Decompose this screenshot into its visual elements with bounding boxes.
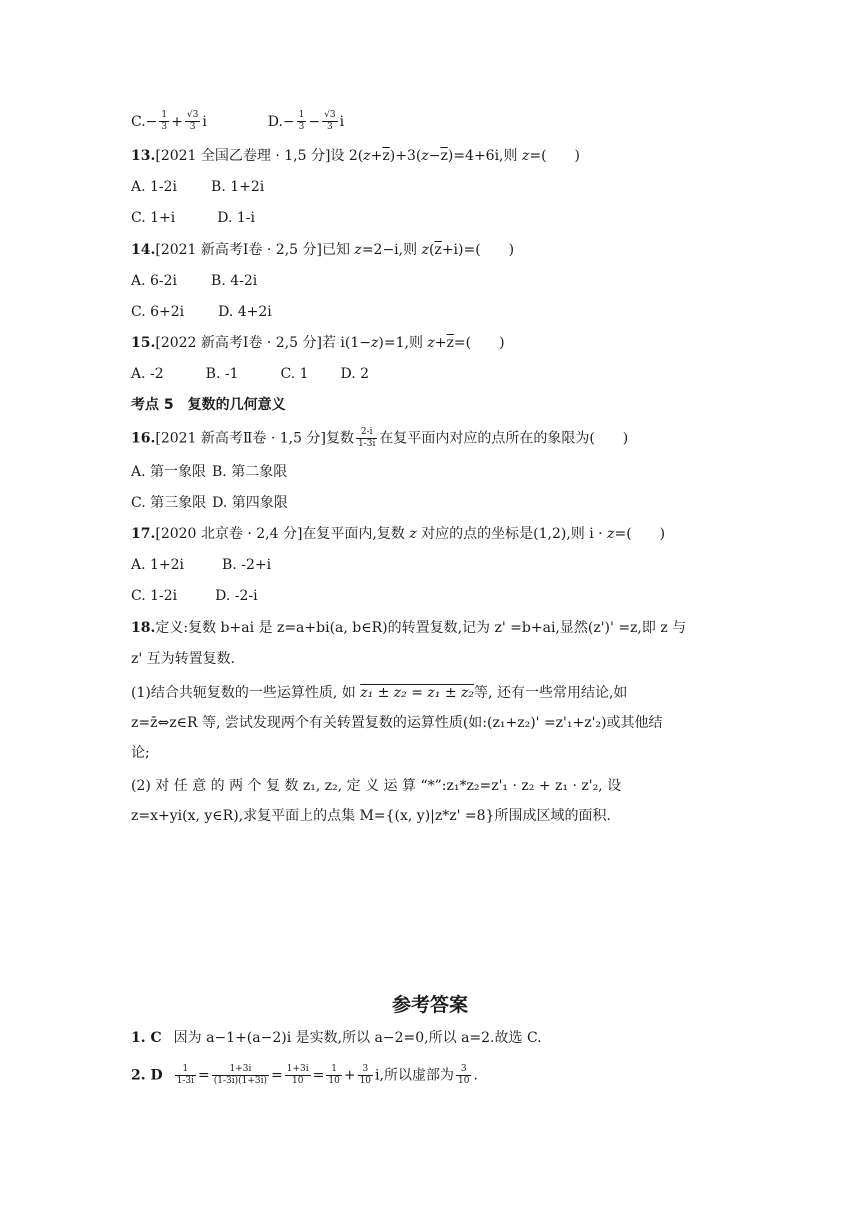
numerator: 1: [161, 110, 168, 120]
q16-options-cd: [131, 493, 288, 513]
section-title: 考点 5 复数的几何意义: [131, 397, 286, 413]
denominator: 10: [328, 1076, 340, 1086]
numerator: 1: [298, 110, 305, 120]
operator: +: [171, 113, 183, 130]
conjugate: $\overline{z}$: [434, 242, 442, 258]
answer-2: [131, 1064, 478, 1087]
conjugate: $\overline{z}$: [446, 335, 454, 351]
q13-options-cd: [131, 208, 255, 228]
numerator: √3: [324, 110, 336, 120]
denominator: 10: [291, 1076, 304, 1086]
numerator: √3: [186, 110, 199, 120]
answer-blank: +i)=( ): [441, 242, 515, 258]
option-b: B. -2+i: [222, 557, 272, 573]
q12-option-d: [267, 110, 345, 132]
fraction: [297, 110, 307, 133]
operator: =: [198, 1067, 210, 1084]
stem-text: 对应的点的坐标是(1,2),则 i ·: [416, 526, 608, 542]
stem-text: (1)结合共轭复数的一些运算性质, 如: [131, 685, 361, 701]
stem-text: [2020 北京卷 · 2,4 分]在复平面内,复数: [155, 526, 410, 542]
question-number: 16.: [131, 430, 156, 447]
stem-text: 在复平面内对应的点所在的象限为( ): [379, 430, 629, 447]
denominator: 3: [298, 122, 305, 132]
q15-stem: [131, 333, 505, 353]
question-number: 13.: [131, 148, 156, 164]
numerator: 3: [456, 1064, 471, 1076]
option-a: A. 第一象限: [131, 464, 207, 480]
option-c: C. 1-2i: [131, 588, 178, 604]
variable: z: [354, 242, 362, 258]
denominator: 3: [161, 122, 168, 132]
operator: =: [312, 1067, 325, 1084]
sign: −: [145, 113, 158, 130]
q18-part1-line3: 论;: [131, 745, 150, 761]
option-d: D. 1-i: [217, 210, 255, 226]
variable: z: [363, 148, 371, 164]
q15-options: [131, 364, 369, 384]
option-b: B. 第二象限: [212, 464, 288, 480]
stem-text: [2021 新高考Ⅱ卷 · 1,5 分]复数: [155, 430, 354, 447]
q18-stem-line1: [131, 618, 686, 638]
option-c: C. 1: [280, 366, 309, 382]
conjugate: $\overline{z}$: [440, 148, 448, 164]
option-a: A. 1-2i: [131, 179, 178, 195]
option-b: B. -1: [205, 366, 239, 382]
q14-options-cd: [131, 302, 272, 322]
variable: z: [421, 242, 429, 258]
q17-options-ab: [131, 555, 271, 575]
option-c: C. 第三象限: [131, 495, 207, 511]
variable: z: [421, 148, 429, 164]
stem-text: )+3(: [389, 148, 422, 164]
stem-text: [2022 新高考Ⅰ卷 · 2,5 分]若 i(1−: [155, 335, 371, 351]
denominator: 10: [359, 1076, 372, 1086]
fraction: [358, 1064, 373, 1087]
answer-blank: =( ): [453, 335, 505, 351]
option-d: D. 2: [340, 366, 370, 382]
option-d: D. -2-i: [215, 588, 258, 604]
q16-stem: [131, 427, 628, 450]
variable: z: [607, 526, 615, 542]
stem-text: (: [428, 242, 435, 258]
stem-text: [2021 新高考Ⅰ卷 · 2,5 分]已知: [155, 242, 355, 258]
numerator: 2-i: [356, 427, 377, 439]
stem-text: [2021 全国乙卷理 · 1,5 分]设 2(: [155, 148, 364, 164]
option-b: B. 1+2i: [211, 179, 265, 195]
option-d: D. 第四象限: [212, 495, 288, 511]
answer-1: [131, 1028, 542, 1048]
answer-number: 2. D: [131, 1067, 163, 1084]
fraction: [322, 110, 337, 133]
fraction: [356, 427, 377, 450]
q17-stem: [131, 524, 665, 544]
fraction: [175, 1064, 196, 1087]
fraction: [212, 1064, 269, 1087]
operator: +: [434, 335, 447, 351]
q13-options-ab: [131, 177, 264, 197]
answer-text: 因为 a−1+(a−2)i 是实数,所以 a−2=0,所以 a=2.故选 C.: [173, 1030, 542, 1046]
fraction: [185, 110, 200, 133]
numerator: 1+3i: [212, 1064, 269, 1076]
question-number: 17.: [131, 526, 156, 542]
operator: +: [343, 1067, 356, 1084]
conjugate: $\overline{z}$: [382, 148, 390, 164]
sign: −: [282, 113, 295, 130]
denominator: 3: [326, 122, 333, 132]
option-b: B. 4-2i: [211, 273, 258, 289]
answer-blank: =( ): [529, 148, 581, 164]
fraction: [326, 1064, 341, 1087]
q18-part1-line2: z=z̄⇔z∈R 等, 尝试发现两个有关转置复数的运算性质(如:(z₁+z₂)' =z'₁+z'₂)或其他结: [131, 715, 663, 731]
stem-text: 等, 还有一些常用结论,如: [474, 685, 628, 701]
q12-option-c: [131, 110, 211, 132]
variable: z: [371, 335, 379, 351]
denominator: 1-3i: [357, 439, 376, 449]
question-number: 14.: [131, 242, 156, 258]
operator: +: [370, 148, 383, 164]
fraction: [456, 1064, 471, 1087]
answer-text: .: [473, 1067, 478, 1084]
numerator: 1+3i: [286, 1064, 309, 1074]
option-c: C. 6+2i: [131, 304, 185, 320]
stem-text: )=1,则: [378, 335, 428, 351]
question-number: 15.: [131, 335, 156, 351]
answer-number: 1. C: [131, 1030, 162, 1046]
conjugate-formula: z₁ ± z₂ = z₁ ± z₂: [360, 685, 475, 701]
answer-text: i,所以虚部为: [375, 1067, 454, 1084]
q14-stem: [131, 240, 514, 260]
fraction: [159, 110, 169, 133]
q18-stem-line2: z' 互为转置复数.: [131, 651, 236, 667]
variable: z: [521, 148, 530, 164]
option-label: D.: [267, 113, 283, 130]
numerator: 3: [358, 1064, 373, 1076]
option-label: C.: [131, 113, 146, 130]
variable: z: [427, 335, 435, 351]
denominator: 1-3i: [176, 1076, 195, 1086]
denominator: (1-3i)(1+3i): [213, 1076, 268, 1086]
fraction: [285, 1064, 311, 1087]
q17-options-cd: [131, 586, 258, 606]
q16-options-ab: [131, 462, 287, 482]
numerator: 1: [175, 1064, 196, 1076]
stem-text: =2−i,则: [361, 242, 422, 258]
option-a: A. 6-2i: [131, 273, 178, 289]
operator: −: [428, 148, 441, 164]
answers-title: 参考答案: [391, 994, 468, 1016]
option-c: C. 1+i: [131, 210, 176, 226]
imaginary-unit: i: [339, 113, 345, 130]
q18-part2-line2: z=x+yi(x, y∈R),求复平面上的点集 M={(x, y)|z*z' =8}所围成区域的面积.: [131, 808, 611, 824]
operator: =: [271, 1067, 283, 1084]
answer-blank: =( ): [614, 526, 666, 542]
q18-part2-line1: (2) 对 任 意 的 两 个 复 数 z₁, z₂, 定 义 运 算 “*”:z₁*z₂=z'₁ · z₂ + z₁ · z'₂, 设: [131, 778, 622, 794]
option-a: A. 1+2i: [131, 557, 185, 573]
q14-options-ab: [131, 271, 257, 291]
q13-stem: [131, 146, 580, 166]
stem-text: 定义:复数 b+ai 是 z=a+bi(a, b∈R)的转置复数,记为 z' =b+ai,显然(z')' =z,即 z 与: [155, 620, 687, 636]
operator: −: [308, 113, 321, 130]
option-a: A. -2: [131, 366, 164, 382]
q18-part1-line1: [131, 683, 627, 703]
denominator: 3: [189, 122, 196, 132]
stem-text: )=4+6i,则: [447, 148, 522, 164]
option-d: D. 4+2i: [218, 304, 272, 320]
numerator: 1: [326, 1064, 341, 1076]
q12-option-row: [131, 110, 344, 133]
question-number: 18.: [131, 620, 156, 636]
variable: z: [409, 526, 417, 542]
imaginary-unit: i: [202, 113, 207, 130]
denominator: 10: [457, 1076, 470, 1086]
